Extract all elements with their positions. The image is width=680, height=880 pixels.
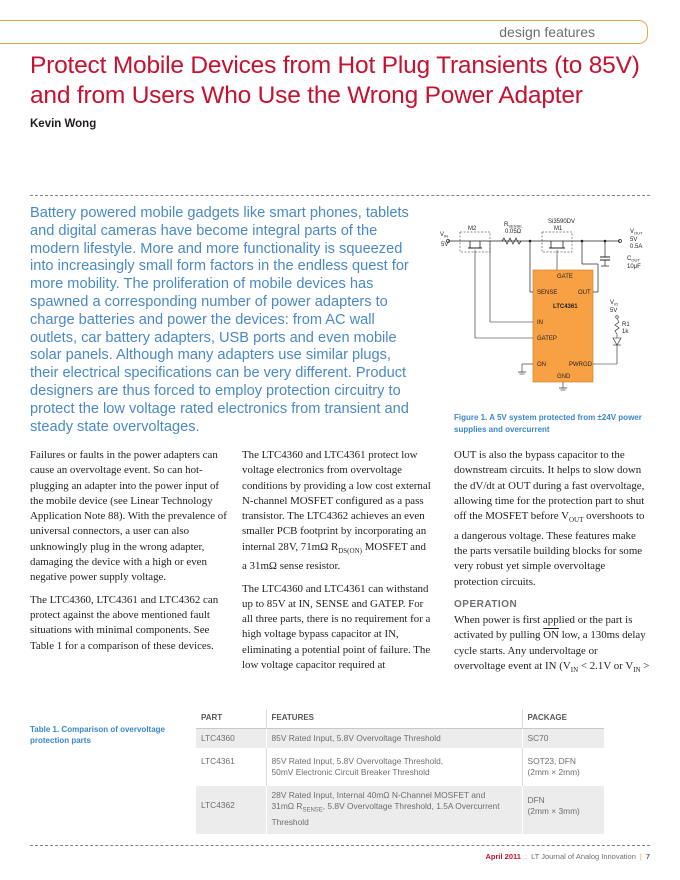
m2-box (460, 232, 490, 252)
pin-gnd: GND (557, 374, 571, 380)
table-row (196, 786, 604, 834)
article-lede: Battery powered mobile gadgets like smart phones, tablets and digital cameras have become integral parts of the modern lifestyle. More and more functionality is squeezed into increasingly small form factors in the endless quest for more mobility. The proliferation of mobile devices has spawned a corresponding number of power adapters to charge batteries and power the devices: from AC wall outlets, car battery adapters, USB ports and even mobile solar panels. Although many adapters use similar plugs, their electrical specifications can be very different. Product designers are thus forced to employ protection circuitry to protect the low voltage rated electronics from transient and steady state overvoltages. (30, 205, 409, 435)
chip-name: LTC4361 (553, 304, 578, 310)
paragraph: OUT is also the bypass capacitor to the downstream circuits. It helps to slow down the dV/dt at OUT during a fast overvoltage, allowing time for the protection part to shut off the MOSFET before $V_{OUT}$ overshoots to a dangerous voltage. These features make the parts versatile building blocks for some very robust yet simple overvoltage protection circuits. (454, 449, 645, 588)
cout-label: $C_{OUT}$ (627, 256, 640, 263)
article-title: Protect Mobile Devices from Hot Plug Transients (to 85V) and from Users Who Use the Wrong Power Adapter (30, 52, 640, 109)
m1-label: M1 (554, 226, 563, 232)
cell-part: LTC4361 (201, 756, 235, 766)
paragraph: When power is first applied or the part is activated by pulling $\overline{ON}$ low, a 130ms delay cycle starts. Any undervoltage or overvoltage event at IN ($V_{IN} < 2.1V$ or $V_{IN}$ > (454, 614, 650, 675)
section-label: design features (499, 24, 595, 40)
article-author: Kevin Wong (30, 118, 97, 130)
cell-part: LTC4362 (196, 786, 266, 834)
section-tab (0, 20, 648, 44)
cell-package: SOT23, DFN (2mm × 2mm) (522, 748, 604, 786)
table-1-caption: Table 1. Comparison of overvoltage protection parts (30, 725, 165, 745)
figure-1-schematic (430, 214, 654, 410)
vin-value: 5V (441, 242, 449, 248)
header-features: FEATURES (266, 709, 522, 729)
vout-label: $V_{OUT}$ (630, 229, 643, 236)
vout-voltage: 5V (630, 237, 638, 243)
cell-features: 85V Rated Input, 5.8V Overvoltage Threshold, 50mV Electronic Circuit Breaker Threshold (266, 748, 522, 786)
paragraph: The LTC4360, LTC4361 and LTC4362 can protect against the above mentioned fault situations with minimal components. See Table 1 for a comparison of these devices. (30, 593, 219, 652)
page-footer: April 2011 : LT Journal of Analog Innovation | 7 (485, 852, 650, 861)
body-column-2 (242, 448, 432, 680)
footer-date: April 2011 (485, 852, 521, 861)
table-row (196, 748, 604, 786)
header-package: PACKAGE (522, 709, 604, 729)
m2-label: M2 (468, 226, 477, 232)
cell-part: LTC4360 (196, 729, 266, 749)
pin-out: OUT (578, 290, 591, 296)
r1-resistor (615, 319, 619, 334)
figure-1-caption: Figure 1. A 5V system protected from ±24V power supplies and overcurrent (454, 413, 642, 434)
vio-label: $V_{IO}$ (610, 300, 619, 307)
body-column-1 (30, 448, 228, 661)
section-heading-operation: OPERATION (454, 598, 518, 610)
pin-on: ON (537, 362, 546, 368)
table-row (196, 729, 604, 749)
pin-gate: GATE (557, 274, 573, 280)
rsense-label: $R_{SENSE}$ (504, 222, 522, 229)
paragraph: The LTC4360 and LTC4361 protect low voltage electronics from overvoltage conditions by providing a low cost external N-channel MOSFET configured as a pass transistor. The LTC4362 achieves an even smaller PCB footprint by incorporating an internal 28V, 71mΩ $R_{DS(ON)}$ MOSFET and a 31mΩ sense resistor. (242, 449, 431, 573)
paragraph: Failures or faults in the power adapters can cause an overvoltage event. So can hot-plugging an adapter into the power input of the mobile device (see Linear Technology Application Note 88). With the prevalence of universal connectors, a user can also unknowingly plug in the wrong adapter, damaging the device with a high or even negative power supply voltage. (30, 449, 227, 584)
r1-value: 1k (622, 329, 629, 335)
vin-label: $V_{IN}$ (440, 232, 449, 239)
page-number: 7 (645, 852, 650, 861)
paragraph: The LTC4360 and LTC4361 can withstand up to 85V at IN, SENSE and GATEP. For all three parts, there is no requirement for a high voltage bypass capacitor at IN, eliminating a potential point of failure. The low voltage capacitor required at (242, 582, 431, 672)
table-header-row (196, 709, 604, 729)
pin-gatep: GATEP (537, 336, 557, 342)
bottom-divider (30, 845, 650, 846)
cell-package: DFN (2mm × 3mm) (522, 786, 604, 834)
pin-pwrgd: PWRGD (569, 362, 592, 368)
cout-value: 10μF (627, 264, 641, 270)
body-column-3 (454, 448, 650, 686)
pin-sense: SENSE (537, 290, 558, 296)
cell-package: SC70 (522, 729, 604, 749)
rsense-value: 0.05Ω (505, 229, 522, 235)
m1-box (542, 232, 572, 252)
pin-in: IN (537, 320, 543, 326)
r1-label: R1 (622, 322, 630, 328)
header-part: PART (196, 709, 266, 729)
led-symbol (613, 338, 621, 345)
comparison-table (196, 709, 604, 834)
cell-features: 28V Rated Input, Internal 40mΩ N-Channel MOSFET and 31mΩ $R_{SENSE}$, 5.8V Overvoltage Threshold, 1.5A Overcurrent Threshold (266, 786, 522, 834)
vio-value: 5V (610, 308, 618, 314)
cell-features: 85V Rated Input, 5.8V Overvoltage Threshold (266, 729, 522, 749)
footer-journal: LT Journal of Analog Innovation (531, 852, 636, 861)
top-divider (30, 195, 650, 196)
vout-current: 0.5A (630, 244, 643, 250)
m1-part-number: Si3590DV (548, 219, 576, 225)
